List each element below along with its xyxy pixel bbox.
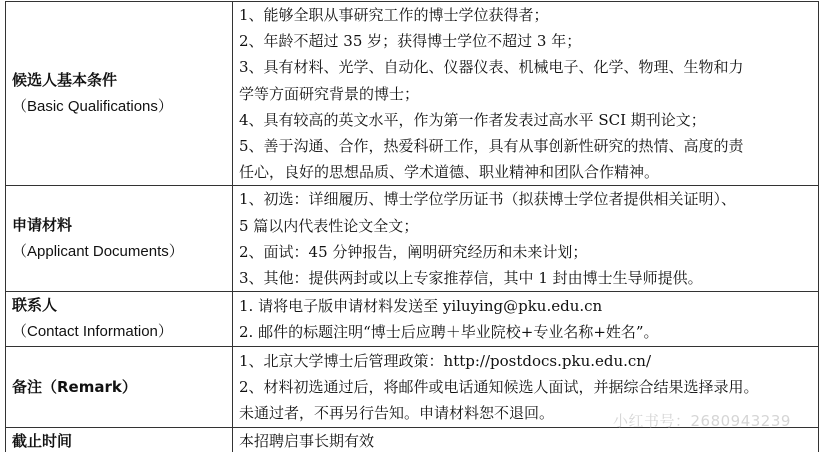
table-row-remark bbox=[6, 347, 819, 428]
content-cell-basic bbox=[233, 2, 819, 186]
basic-line-7: 任心，良好的思想品质、学术道德、职业精神和团队合作精神。 bbox=[239, 163, 660, 182]
label-cell-deadline bbox=[6, 428, 233, 452]
remark-label: 备注（Remark） bbox=[12, 378, 137, 397]
contact-line-email: 1. 请将电子版申请材料发送至 yiluying@pku.edu.cn bbox=[239, 297, 603, 316]
table-row-contact-information bbox=[6, 292, 819, 347]
remark-line-3: 未通过者，不再另行告知。申请材料恕不退回。 bbox=[239, 404, 555, 423]
table-row-basic-qualifications bbox=[6, 2, 819, 186]
contact-label-cn: 联系人 bbox=[12, 296, 58, 315]
basic-line-1: 1、能够全职从事研究工作的博士学位获得者； bbox=[239, 6, 549, 24]
documents-line-1: 1、初选：详细履历、博士学位学历证书（拟获博士学位者提供相关证明）、 bbox=[239, 190, 737, 209]
basic-qualifications-label-cn: 候选人基本条件 bbox=[12, 70, 118, 89]
basic-line-2: 2、年龄不超过 35 岁；获得博士学位不超过 3 年； bbox=[239, 32, 582, 51]
basic-line-4: 学等方面研究背景的博士； bbox=[239, 84, 420, 103]
basic-qualifications-label-en: （Basic Qualifications） bbox=[12, 97, 173, 115]
watermark-text: 小红书号：2680943239 bbox=[613, 412, 791, 430]
content-cell-documents bbox=[233, 186, 819, 292]
basic-line-3: 3、具有材料、光学、自动化、仪器仪表、机械电子、化学、物理、生物和力 bbox=[239, 58, 744, 77]
remark-line-1: 1、北京大学博士后管理政策：http://postdocs.pku.edu.cn/ bbox=[239, 351, 652, 370]
content-cell-deadline bbox=[233, 428, 819, 452]
basic-line-6: 5、善于沟通、合作，热爱科研工作，具有从事创新性研究的热情、高度的责 bbox=[239, 137, 744, 156]
documents-line-3: 2、面试：45 分钟报告，阐明研究经历和未来计划； bbox=[239, 242, 588, 261]
remark-line-2: 2、材料初选通过后，将邮件或电话通知候选人面试，并据综合结果选择录用。 bbox=[239, 378, 759, 397]
label-cell-documents bbox=[6, 186, 233, 292]
documents-line-2: 5 篇以内代表性论文全文； bbox=[239, 216, 419, 235]
contact-line-subject: 2. 邮件的标题注明“博士后应聘＋毕业院校+专业名称+姓名”。 bbox=[239, 323, 659, 342]
content-cell-remark bbox=[233, 347, 819, 428]
requirements-table bbox=[5, 1, 819, 452]
documents-line-4: 3、其他：提供两封或以上专家推荐信，其中 1 封由博士生导师提供。 bbox=[239, 269, 703, 288]
label-cell-remark bbox=[6, 347, 233, 428]
deadline-label: 截止时间 bbox=[12, 432, 73, 451]
deadline-value: 本招聘启事长期有效 bbox=[239, 432, 375, 451]
content-cell-contact bbox=[233, 292, 819, 347]
applicant-documents-label-en: （Applicant Documents） bbox=[12, 242, 184, 260]
label-cell-basic bbox=[6, 2, 233, 186]
table-row-applicant-documents bbox=[6, 186, 819, 292]
table-row-deadline bbox=[6, 428, 819, 452]
label-cell-contact bbox=[6, 292, 233, 347]
basic-line-5: 4、具有较高的英文水平，作为第一作者发表过高水平 SCI 期刊论文； bbox=[239, 110, 706, 129]
contact-label-en: （Contact Information） bbox=[12, 323, 173, 341]
applicant-documents-label-cn: 申请材料 bbox=[12, 215, 73, 234]
